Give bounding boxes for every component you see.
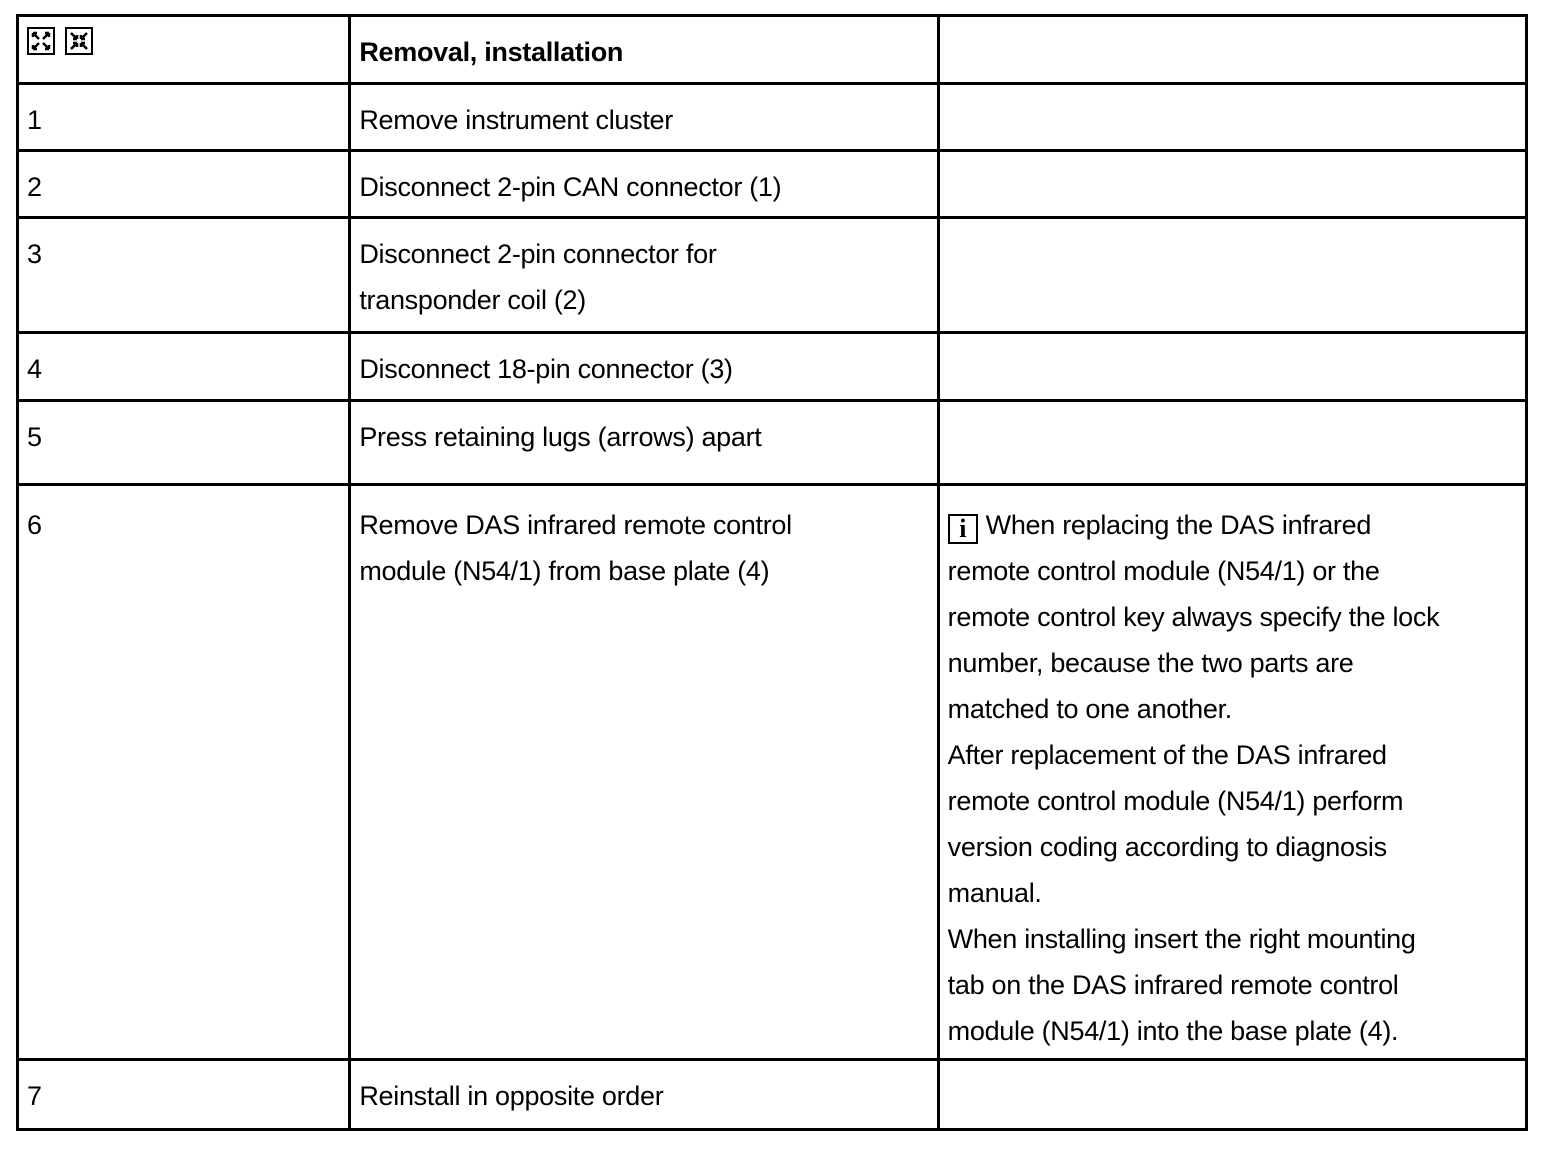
- step-number: 1: [18, 84, 350, 151]
- step-number: 2: [18, 151, 350, 218]
- header-icons-cell: [18, 16, 350, 84]
- table-row: [18, 333, 1527, 401]
- installation-tool-icon: [65, 27, 93, 55]
- table-row: [18, 151, 1527, 218]
- table-row: [18, 1060, 1527, 1130]
- step-note: [938, 333, 1526, 401]
- step-action: Reinstall in opposite order: [350, 1060, 938, 1130]
- note-first-line: i When replacing the DAS infrared: [948, 502, 1517, 548]
- header-title: Removal, installation: [350, 16, 938, 84]
- procedure-table: [16, 14, 1528, 1131]
- step-note: i When replacing the DAS infrared remote control module (N54/1) or the remote control key always specify the lock number, because the two parts are matched to one another. After replacement of the DAS infrared remote control module (N54/1) perform version coding according to diagnosis manual. When installing insert the right mounting tab on the DAS infrared remote control module (N54/1) into the base plate (4).: [938, 485, 1526, 1060]
- table-row: [18, 218, 1527, 333]
- step-number: 7: [18, 1060, 350, 1130]
- step-note: [938, 1060, 1526, 1130]
- step-note: [938, 151, 1526, 218]
- step-number: 4: [18, 333, 350, 401]
- removal-tool-icon: [27, 27, 55, 55]
- step-action: Press retaining lugs (arrows) apart: [350, 401, 938, 485]
- step-number: 3: [18, 218, 350, 333]
- step-note: [938, 84, 1526, 151]
- table-row: [18, 84, 1527, 151]
- table-row: [18, 401, 1527, 485]
- step-action: Disconnect 18-pin connector (3): [350, 333, 938, 401]
- step-action: Remove instrument cluster: [350, 84, 938, 151]
- step-number: 5: [18, 401, 350, 485]
- step-action: Disconnect 2-pin CAN connector (1): [350, 151, 938, 218]
- step-note: [938, 218, 1526, 333]
- info-icon: i: [948, 514, 978, 544]
- step-action: Disconnect 2-pin connector for transponder coil (2): [350, 218, 938, 333]
- table-row: [18, 485, 1527, 1060]
- header-row: [18, 16, 1527, 84]
- step-action: Remove DAS infrared remote control module (N54/1) from base plate (4): [350, 485, 938, 1060]
- header-note-cell: [938, 16, 1526, 84]
- step-note: [938, 401, 1526, 485]
- step-number: 6: [18, 485, 350, 1060]
